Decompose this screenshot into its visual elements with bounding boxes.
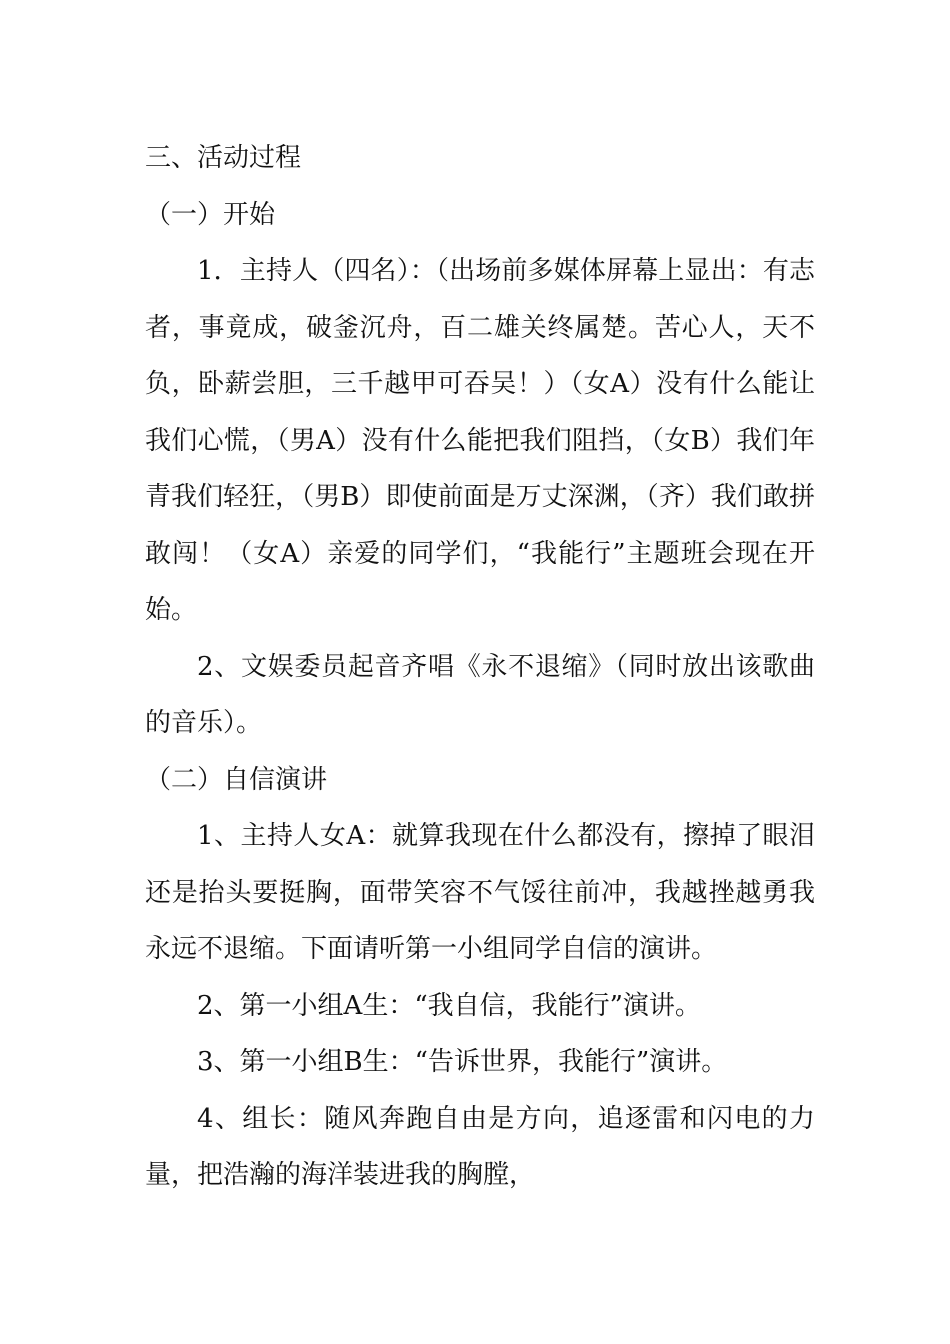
subsection-title-start: （一）开始: [145, 199, 276, 230]
paragraph-student-a: 2、第一小组A生：“我自信，我能行”演讲。: [197, 990, 701, 1021]
paragraph-song: 2、文娱委员起音齐唱《永不退缩》（同时放出该歌曲的音乐）。: [145, 651, 815, 738]
paragraph-group-leader: 4、组长：随风奔跑自由是方向，追逐雷和闪电的力量，把浩瀚的海洋装进我的胸膛，: [145, 1103, 815, 1190]
subsection-title-speech: （二）自信演讲: [145, 764, 328, 795]
paragraph-student-b: 3、第一小组B生：“告诉世界，我能行”演讲。: [197, 1047, 728, 1077]
paragraph-host-opening: 1．主持人（四名）：（出场前多媒体屏幕上显出：有志者，事竟成，破釜沉舟，百二雄关终属楚。苦心人，天不负，卧薪尝胆，三千越甲可吞吴！）（女A）没有什么能让我们心慌，（男A）没有什么能把我们阻挡，（女B）我们年青我们轻狂，（男B）即使前面是万丈深渊，（齐）我们敢拼敢闯！（女A）亲爱的同学们，“我能行”主题班会现在开始。: [145, 256, 815, 625]
document-body: [145, 130, 815, 1204]
section-heading: 三、活动过程: [145, 143, 302, 173]
paragraph-host-speech: 1、主持人女A：就算我现在什么都没有，擦掉了眼泪还是抬头要挺胸，面带笑容不气馁往前冲，我越挫越勇我永远不退缩。下面请听第一小组同学自信的演讲。: [145, 821, 815, 964]
